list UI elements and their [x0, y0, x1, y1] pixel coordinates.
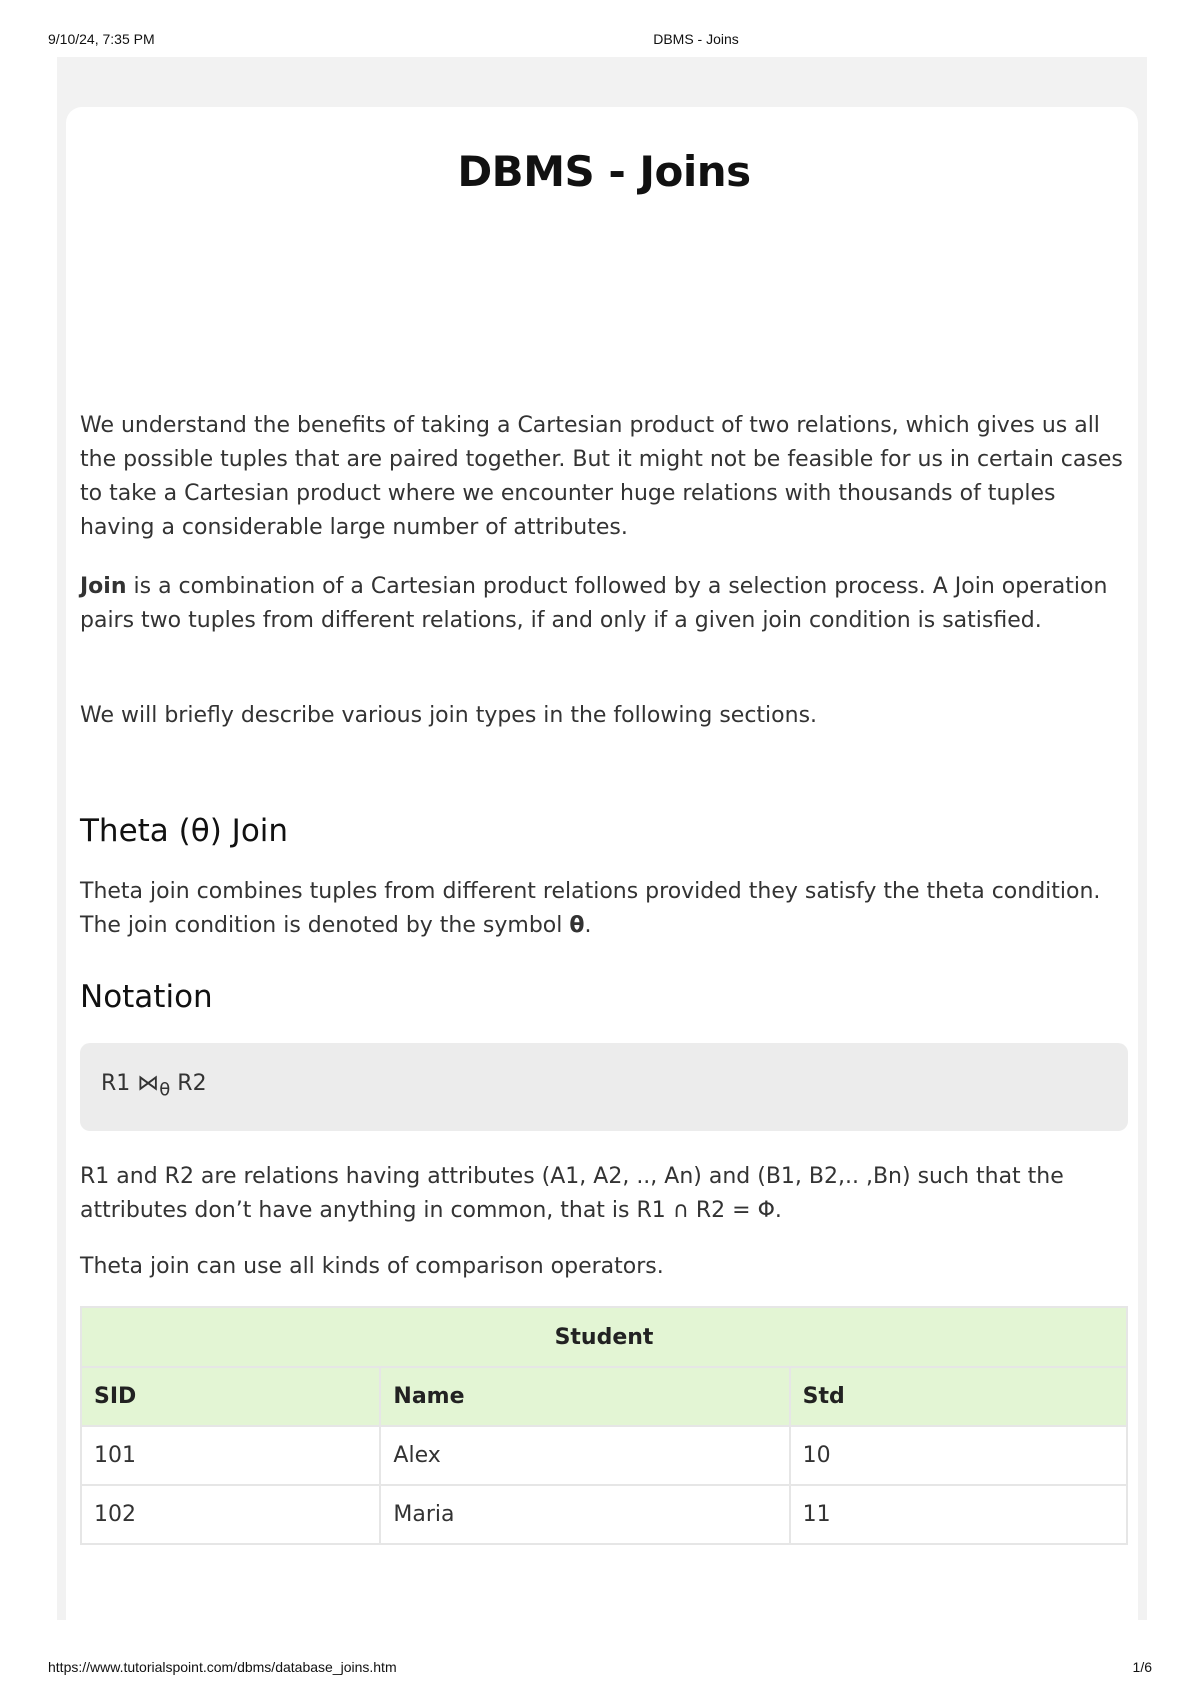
- column-header-sid: SID: [81, 1367, 380, 1426]
- print-header: [0, 31, 1200, 51]
- intro-paragraph-2: [80, 570, 1128, 638]
- print-url[interactable]: https://www.tutorialspoint.com/dbms/database_joins.htm: [48, 1659, 397, 1675]
- intro-paragraph-1: We understand the benefits of taking a Cartesian product of two relations, which gives us all the possible tuples that are paired together. But it might not be feasible for us in certain cases to take a Cartesian product where we encounter huge relations with thousands of tuples having a considerable large number of attributes.: [80, 413, 1123, 540]
- notation-expression: [101, 1071, 207, 1100]
- table-caption-row: [81, 1307, 1127, 1367]
- theta-description-text: Theta join combines tuples from different relations provided they satisfy the theta condition. The join condition is denoted by the symbol: [80, 879, 1101, 938]
- table-row: [81, 1485, 1127, 1544]
- page-title: DBMS - Joins: [457, 147, 751, 196]
- theta-operators-paragraph: Theta join can use all kinds of comparison operators.: [80, 1254, 664, 1279]
- table-row: [81, 1426, 1127, 1485]
- cell-sid: 101: [81, 1426, 380, 1485]
- cell-name: Maria: [380, 1485, 789, 1544]
- notation-heading: Notation: [80, 979, 213, 1015]
- notation-right: R2: [170, 1071, 207, 1096]
- column-header-name: Name: [380, 1367, 789, 1426]
- intro-paragraph-3: We will briefly describe various join types in the following sections.: [80, 703, 818, 728]
- theta-description: [80, 875, 1128, 943]
- cell-sid: 102: [81, 1485, 380, 1544]
- page-number: 1/6: [1132, 1659, 1152, 1675]
- table-header-row: [81, 1367, 1127, 1426]
- theta-description-end: .: [584, 913, 592, 938]
- table-caption: Student: [81, 1307, 1127, 1367]
- cell-name: Alex: [380, 1426, 789, 1485]
- join-term: Join: [80, 574, 127, 599]
- column-header-std: Std: [790, 1367, 1127, 1426]
- cell-std: 11: [790, 1485, 1127, 1544]
- print-doc-title: DBMS - Joins: [653, 31, 739, 47]
- theta-symbol: θ: [569, 913, 585, 938]
- theta-attributes-paragraph: R1 and R2 are relations having attributes (A1, A2, .., An) and (B1, B2,.. ,Bn) such that the attributes don’t have anything in common, that is R1 ∩ R2 = Φ.: [80, 1164, 1064, 1223]
- cell-std: 10: [790, 1426, 1127, 1485]
- intro-paragraph-2-text: is a combination of a Cartesian product followed by a selection process. A Join operation pairs two tuples from different relations, if and only if a given join condition is satisfied.: [80, 574, 1108, 633]
- print-footer: [0, 1659, 1200, 1679]
- notation-box: [80, 1043, 1128, 1131]
- notation-left: R1 ⋈: [101, 1071, 160, 1096]
- print-datetime: 9/10/24, 7:35 PM: [48, 31, 155, 47]
- notation-subscript: θ: [159, 1079, 171, 1101]
- theta-join-heading: Theta (θ) Join: [80, 813, 289, 849]
- student-table: [80, 1306, 1128, 1545]
